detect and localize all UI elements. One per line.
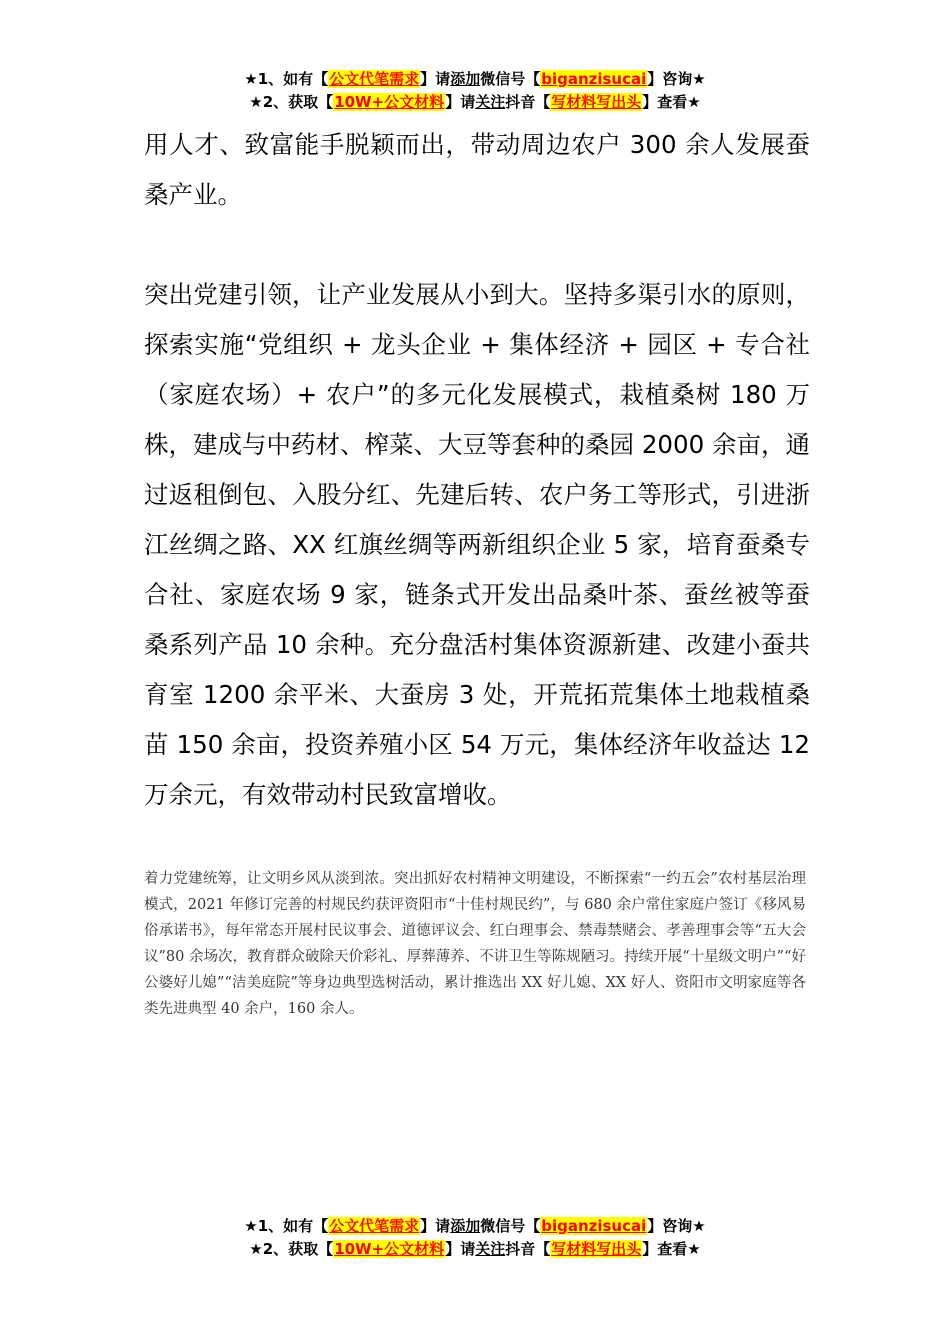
promo-text: 抖音【 bbox=[505, 93, 551, 111]
promo-text: 】咨询★ bbox=[647, 70, 706, 88]
promo-highlight-service: 公文代笔需求 bbox=[329, 1217, 420, 1235]
promo-text: ★1、如有【 bbox=[244, 1217, 329, 1235]
promo-text: 】查看★ bbox=[642, 93, 701, 111]
promo-highlight-materials: 10W+公文材料 bbox=[334, 1240, 445, 1258]
promo-highlight-douyin-account: 写材料写出头 bbox=[551, 1240, 642, 1258]
promo-underlined-text: 添加 bbox=[450, 70, 481, 88]
body-paragraph-civilization: 着力党建统筹，让文明乡风从淡到浓。突出抓好农村精神文明建设，不断探索“一约五会”农村基层治理模式，2021 年修订完善的村规民约获评资阳市“十佳村规民约”，与 680 余户常住家庭户签订《移风易俗承诺书》，每年常态开展村民议事会、道德评议会、红白理事会、禁毒禁赌会、孝善理事会等“五大会议”80 余场次，教育群众破除天价彩礼、厚葬薄养、不讲卫生等陈规陋习。持续开展“十星级文明户”“好公婆好儿媳”“洁美庭院”等身边典型选树活动，累计推选出 XX 好儿媳、XX 好人、资阳市文明家庭等各类先进典型 40 余户，160 余人。 bbox=[144, 871, 806, 1017]
promo-line-1 bbox=[0, 1215, 950, 1238]
promo-text: 】请 bbox=[420, 70, 451, 88]
promo-highlight-wechat-id: biganzisucai bbox=[541, 70, 647, 88]
promo-highlight-materials: 10W+公文材料 bbox=[334, 93, 445, 111]
promo-text: 微信号【 bbox=[480, 70, 541, 88]
promo-line-1 bbox=[0, 68, 950, 91]
promo-text: 】请 bbox=[445, 93, 476, 111]
promo-text: 】咨询★ bbox=[647, 1217, 706, 1235]
promo-underlined-text: 关注 bbox=[475, 1240, 506, 1258]
header-promo-banner bbox=[0, 68, 950, 114]
footer-promo-banner bbox=[0, 1215, 950, 1261]
promo-text: ★2、获取【 bbox=[249, 1240, 334, 1258]
promo-line-2 bbox=[0, 1238, 950, 1261]
promo-text: 】查看★ bbox=[642, 1240, 701, 1258]
promo-highlight-service: 公文代笔需求 bbox=[329, 70, 420, 88]
promo-text: 微信号【 bbox=[480, 1217, 541, 1235]
promo-text: 】请 bbox=[445, 1240, 476, 1258]
promo-highlight-douyin-account: 写材料写出头 bbox=[551, 93, 642, 111]
promo-text: ★2、获取【 bbox=[249, 93, 334, 111]
promo-text: 】请 bbox=[420, 1217, 451, 1235]
promo-text: 抖音【 bbox=[505, 1240, 551, 1258]
promo-underlined-text: 关注 bbox=[475, 93, 506, 111]
body-paragraph-industry: 突出党建引领，让产业发展从小到大。坚持多渠引水的原则，探索实施“党组织 + 龙头企业 + 集体经济 + 园区 + 专合社（家庭农场）+ 农户”的多元化发展模式，栽植桑树 180 万株，建成与中药材、榨菜、大豆等套种的桑园 2000 余亩，通过返租倒包、入股分红、先建后转、农户务工等形式，引进浙江丝绸之路、XX 红旗丝绸等两新组织企业 5 家，培育蚕桑专合社、家庭农场 9 家，链条式开发出品桑叶茶、蚕丝被等蚕桑系列产品 10 余种。充分盘活村集体资源新建、改建小蚕共育室 1200 余平米、大蚕房 3 处，开荒拓荒集体土地栽植桑苗 150 余亩，投资养殖小区 54 万元，集体经济年收益达 12 万余元，有效带动村民致富增收。 bbox=[144, 280, 810, 809]
promo-text: ★1、如有【 bbox=[244, 70, 329, 88]
promo-line-2 bbox=[0, 91, 950, 114]
body-paragraph-1: 用人才、致富能手脱颖而出，带动周边农户 300 余人发展蚕桑产业。 bbox=[144, 130, 810, 209]
promo-underlined-text: 添加 bbox=[450, 1217, 481, 1235]
promo-highlight-wechat-id: biganzisucai bbox=[541, 1217, 647, 1235]
